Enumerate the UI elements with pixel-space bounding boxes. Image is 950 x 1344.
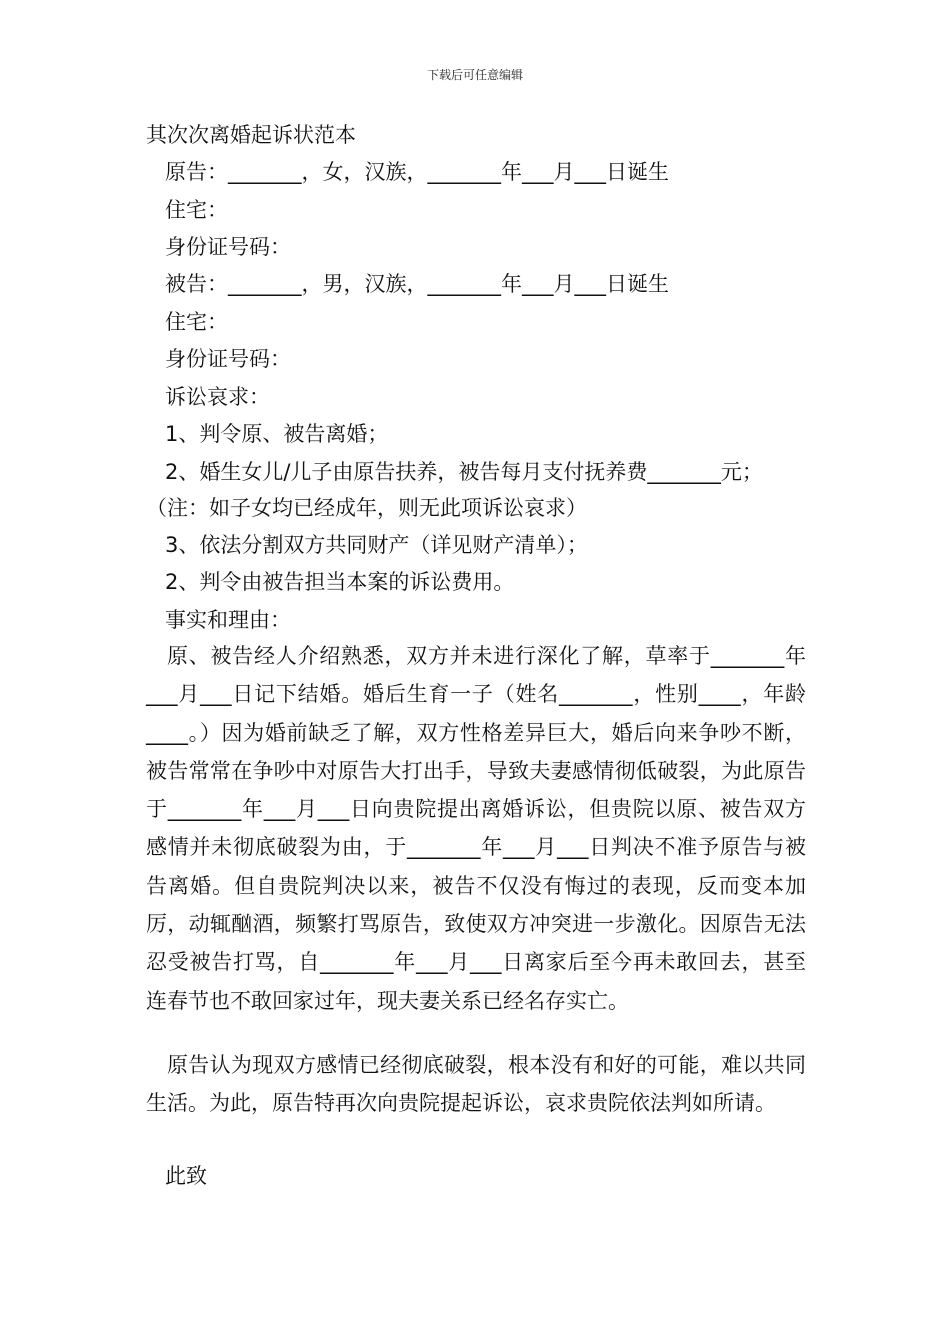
defendant-line: 被告：_______，男，汉族，_______年___月___日诞生 [165,272,669,296]
claim-item-1: 1、判令原、被告离婚； [165,422,389,446]
document-title: 其次次离婚起诉状范本 [146,123,356,147]
page-header: 下载后可任意编辑 [426,68,523,82]
defendant-id: 身份证号码： [165,347,291,371]
plaintiff-id: 身份证号码： [165,235,291,259]
claim-item-2: 2、婚生女儿/儿子由原告扶养，被告每月支付抚养费_______元； [165,460,763,484]
facts-heading: 事实和理由： [165,608,291,632]
facts-paragraph: 原、被告经人介绍熟悉，双方并未进行深化了解，草率于_______年___月___日记下结婚。婚后生育一子（姓名_______，性别____，年龄____。）因为婚前缺乏了解，双方性格差异巨大，婚后向来争吵不断，被告常常在争吵中对原告大打出手，导致夫妻感情彻低破裂，为此原告于_______年___月___日向贵院提出离婚诉讼，但贵院以原、被告双方感情并未彻底破裂为由，于_______年___月___日判决不准予原告与被告离婚。但自贵院判决以来，被告不仅没有悔过的表现，反而变本加厉，动辄酗酒，频繁打骂原告，致使双方冲突进一步激化。因原告无法忍受被告打骂，自_______年___月___日离家后至今再未敢回去，甚至连春节也不敢回家过年，现夫妻关系已经名存实亡。 [146,644,806,1013]
closing-salutation: 此致 [165,1164,207,1188]
plaintiff-line: 原告：_______，女，汉族，_______年___月___日诞生 [165,160,669,184]
defendant-address: 住宅： [165,310,228,334]
claims-heading: 诉讼哀求： [165,385,270,409]
plaintiff-address: 住宅： [165,198,228,222]
claim-note: （注：如子女均已经成年，则无此项诉讼哀求） [146,496,587,520]
conclusion-paragraph: 原告认为现双方感情已经彻底破裂，根本没有和好的可能，难以共同生活。为此，原告特再次向贵院提起诉讼，哀求贵院依法判如所请。 [146,1053,806,1116]
claim-item-3: 3、依法分割双方共同财产（详见财产清单）； [165,533,588,557]
claim-item-4: 2、判令由被告担当本案的诉讼费用。 [165,570,515,594]
